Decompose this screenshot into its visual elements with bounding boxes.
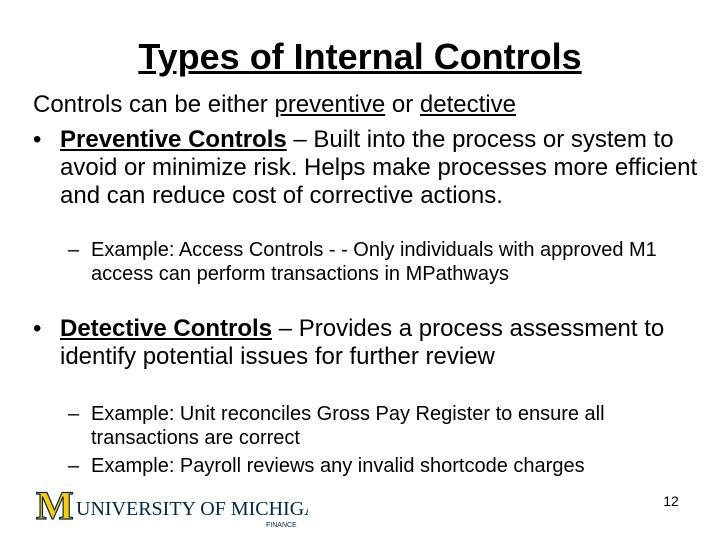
subitem-detective-example-2-text: Example: Payroll reviews any invalid shortcode charges	[91, 455, 585, 477]
intro-term-preventive: preventive	[274, 91, 386, 118]
intro-line	[33, 91, 516, 119]
intro-mid: or	[385, 91, 420, 118]
subitem-detective-example-1-text: Example: Unit reconciles Gross Pay Register to ensure all transactions are correct	[91, 403, 605, 449]
bullet-dot: •	[33, 126, 42, 153]
logo-sub: FINANCE	[266, 522, 297, 529]
bullet-detective-text	[60, 315, 710, 371]
bullet-detective-label: Detective Controls	[60, 315, 273, 342]
university-logo	[36, 488, 308, 530]
slide-title: Types of Internal Controls	[138, 36, 582, 77]
subitem-dash: –	[68, 239, 80, 261]
logo-name: UNIVERSITY OF MICHIGAN	[76, 498, 308, 520]
intro-term-detective: detective	[419, 91, 516, 118]
bullet-detective-body: – Provides a process assessment to identify potential issues for further review	[60, 315, 665, 370]
bullet-preventive-text	[60, 126, 710, 210]
block-m-icon	[36, 488, 308, 530]
bullet-preventive-label: Preventive Controls	[60, 126, 287, 153]
subitem-preventive-example-text: Example: Access Controls - - Only individuals with approved M1 access can perform transactions in MPathways	[91, 239, 657, 285]
page-number: 12	[663, 493, 679, 509]
bullet-preventive-body: – Built into the process or system to avoid or minimize risk. Helps make processes more efficient and can reduce cost of corrective actions.	[60, 126, 698, 209]
intro-lead: Controls can be either	[33, 91, 275, 118]
logo-initial: M	[36, 488, 74, 528]
subitem-dash: –	[68, 403, 80, 425]
subitem-dash: –	[68, 455, 80, 477]
bullet-dot: •	[33, 315, 42, 342]
